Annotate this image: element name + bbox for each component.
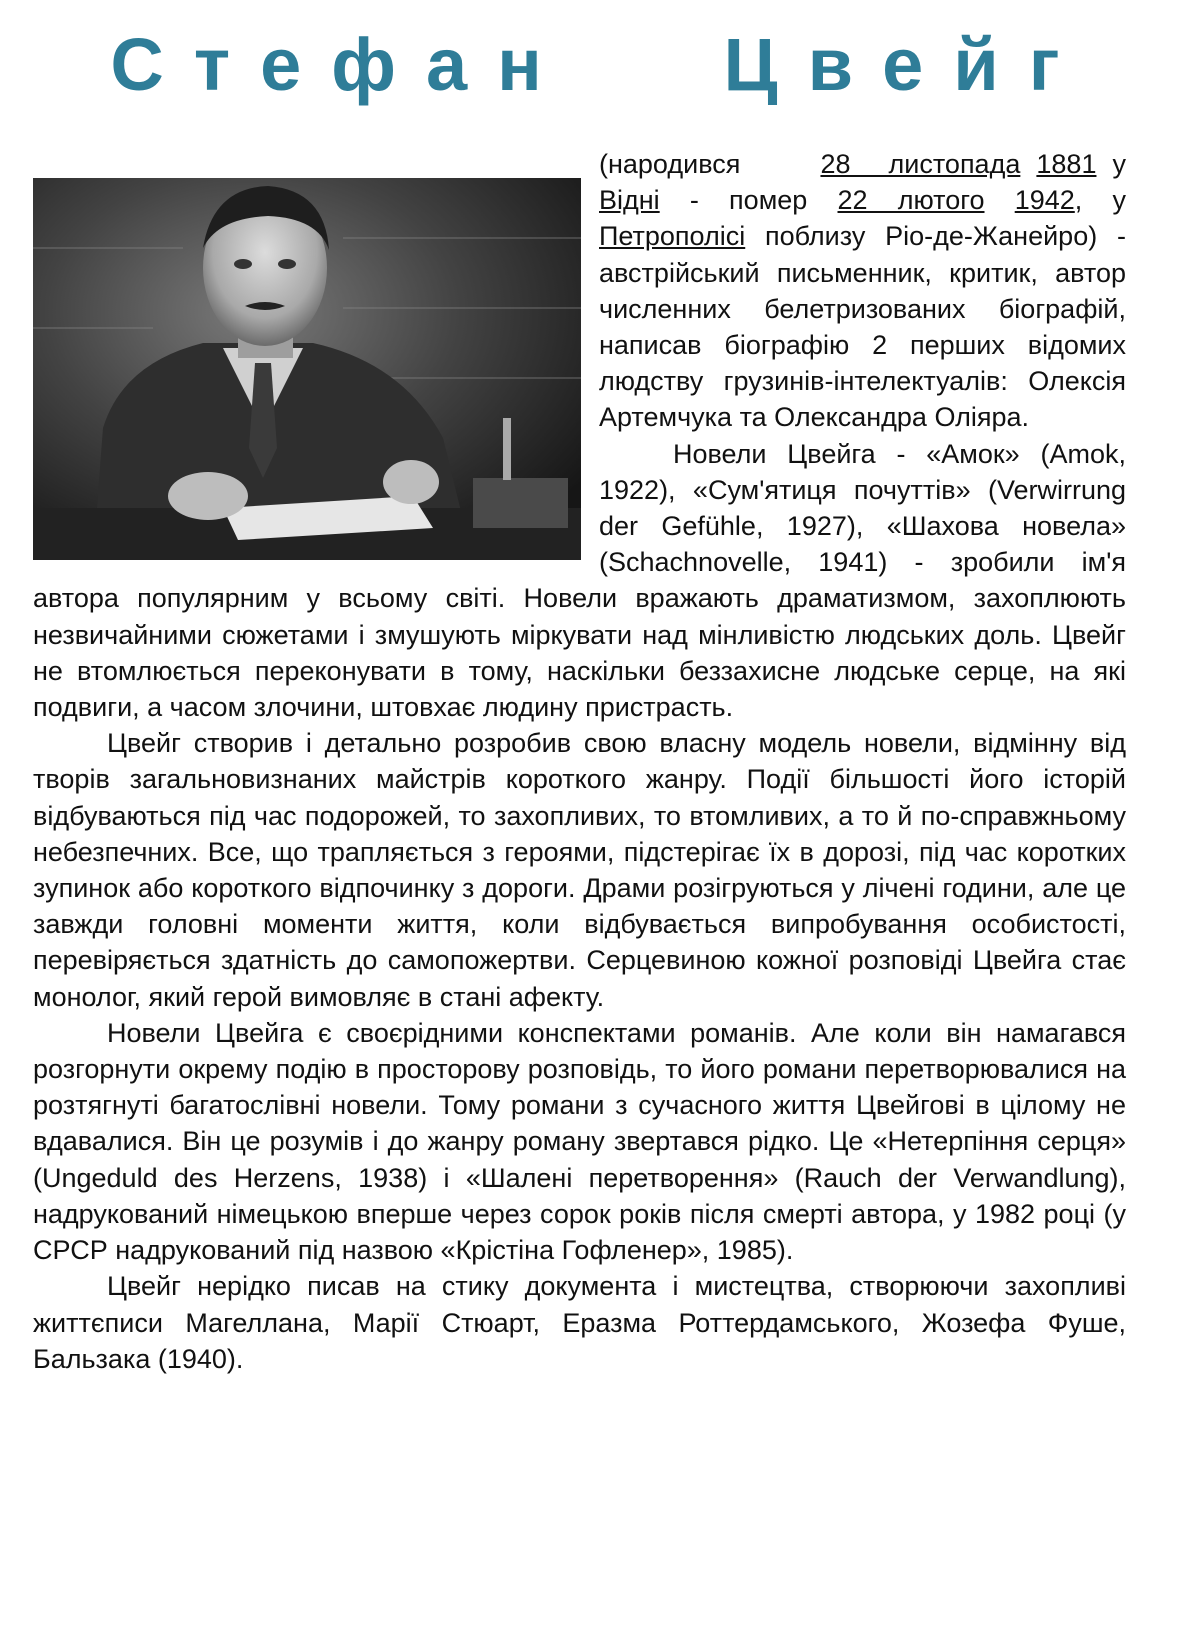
bio-died-prefix: - помер — [659, 185, 838, 216]
link-born-year[interactable]: 1881 — [1036, 149, 1097, 179]
paragraph-model: Цвейг створив і детально розробив свою власну модель новели, відмінну від творів загальновизнаних майстрів короткого жанру. Події більшості його історій відбуваються під час подорожей, то захопливих, то втомливих, а то й по-справжньому небезпечних. Все, що трапляється з героями, підстерігає їх в дорозі, під час коротких зупинок або короткого відпочинку з дороги. Драми розігруються у лічені години, але це завжди головні моменти життя, коли відбувається випробування особистості, перевіряється здатність до самопожертви. Серцевиною кожної розповіді Цвейга стає монолог, який герой вимовляє в стані афекту. — [33, 728, 1126, 1012]
paragraph-biographies: Цвейг нерідко писав на стику документа і мистецтва, створюючи захопливі життєписи Магеллана, Марії Стюарт, Еразма Роттердамського, Жозефа Фуше, Бальзака (1940). — [33, 1271, 1126, 1374]
link-born-city[interactable]: Відні — [599, 185, 660, 216]
link-died-date[interactable]: 22 лютого — [837, 185, 985, 216]
article-body — [33, 146, 1126, 1377]
bio-died-in: , у — [1074, 185, 1126, 216]
photo-spacer — [33, 146, 599, 576]
link-died-city[interactable]: Петрополісі — [599, 221, 746, 252]
paragraph-novels: Новели Цвейга є своєрідними конспектами романів. Але коли він намагався розгорнути окрему подію в просторову розповідь, то його романи перетворювалися на розтягнуті багатослівні новели. Тому романи з сучасного життя Цвейгові в цілому не вдавалися. Він це розумів і до жанру роману звертався рідко. Це «Нетерпіння серця» (Ungeduld des Herzens, 1938) і «Шалені перетворення» (Rauch der Verwandlung), надрукований німецькою вперше через сорок років після смерті автора, у 1982 році (у СРСР надрукований під назвою «Крістіна Гофленер», 1985). — [33, 1017, 1126, 1266]
paragraph-novellas: Новели Цвейга - «Амок» (Amok, 1922), «Сум'ятиця почуттів» (Verwirrung der Gefühle, 1927), «Шахова новела» (Schachnovelle, 1941) - зробили ім'я автора популярним у всьому світі. Новели вражають драматизмом, захоплюють незвичайними сюжетами і змушують міркувати над мінливістю людських доль. Цвейг не втомлюється переконувати в тому, наскільки беззахисне людське серце, на які подвиги, а часом злочини, штовхає людину пристрасть. — [33, 438, 1126, 723]
bio-rest: поблизу Ріо-де-Жанейро) - австрійський письменник, критик, автор численних белетризованих біографій, написав біографію 2 перших відомих людству грузинів-інтелектуалів: Олексія Артемчука та Олександра Оліяра. — [599, 221, 1126, 433]
link-died-year[interactable]: 1942 — [1014, 185, 1075, 216]
bio-born-prefix: (народився — [599, 149, 741, 179]
page-title: Стефан Цвейг — [110, 23, 1090, 106]
bio-born-in: у — [1112, 149, 1126, 179]
link-born-date[interactable]: 28 листопада — [820, 149, 1021, 179]
